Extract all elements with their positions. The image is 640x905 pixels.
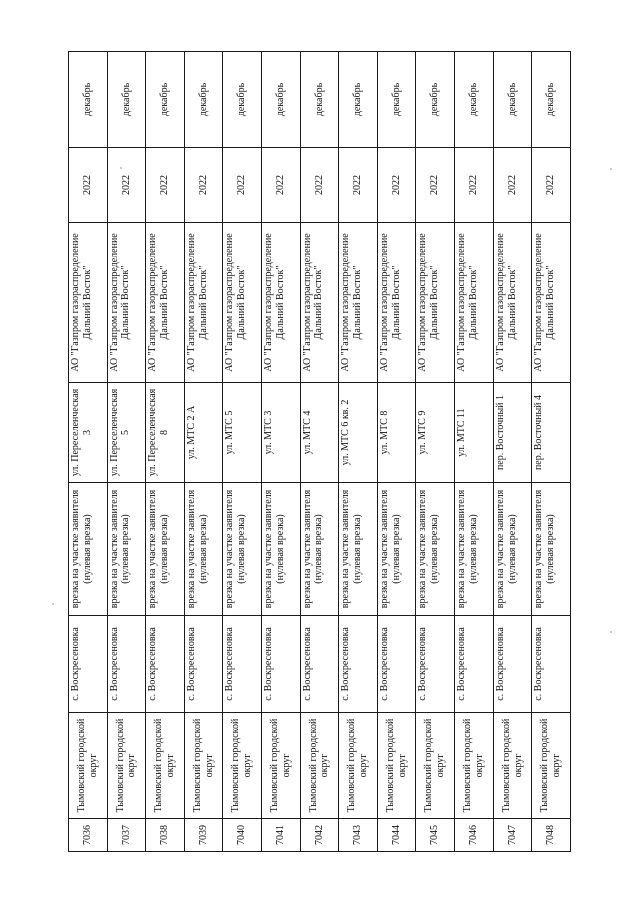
settlement-cell [69, 616, 108, 713]
year-cell-text: 2022 [545, 175, 557, 195]
organization-cell-text: Дальний Восток" [545, 265, 557, 340]
organization-cell [339, 223, 378, 383]
settlement-cell [300, 616, 339, 713]
year-cell [107, 148, 146, 223]
work-type-cell-text: (нулевая врезка) [197, 514, 209, 584]
year-cell-text: 2022 [313, 175, 325, 195]
address-cell [532, 383, 571, 483]
address-cell [493, 383, 532, 483]
district-cell-text: Тымовский городской округ [539, 718, 563, 813]
settlement-cell [377, 616, 416, 713]
address-cell [377, 383, 416, 483]
row-number-cell [416, 819, 455, 852]
organization-cell [146, 223, 185, 383]
settlement-cell-text: с. Воскресеновка [108, 627, 120, 701]
settlement-cell [223, 616, 262, 713]
work-type-cell [377, 483, 416, 616]
table-row [493, 52, 532, 852]
district-cell-text: Тымовский городской округ [423, 718, 447, 813]
work-type-cell [223, 483, 262, 616]
year-cell [223, 148, 262, 223]
work-type-cell-text: (нулевая врезка) [236, 514, 248, 584]
year-cell [493, 148, 532, 223]
year-cell [262, 148, 301, 223]
work-type-cell [493, 483, 532, 616]
row-number-cell-text: 7046 [468, 825, 479, 845]
year-cell-text: 2022 [468, 175, 479, 195]
district-cell-text: Тымовский городской округ [269, 718, 292, 813]
month-cell [532, 52, 571, 148]
work-type-cell-text: (нулевая врезка) [159, 514, 171, 584]
year-cell [69, 148, 108, 223]
work-type-cell-text: врезка на участке заявителя [70, 489, 81, 609]
organization-cell-text: Дальний Восток" [313, 265, 325, 340]
work-type-cell-text: врезка на участке заявителя [417, 489, 429, 609]
row-number-cell-text: 7040 [236, 825, 248, 845]
district-cell-text: Тымовский городской округ [500, 718, 524, 813]
work-type-cell-text: врезка на участке заявителя [301, 489, 313, 609]
district-cell-text: Тымовский городской округ [346, 718, 370, 813]
district-cell [262, 713, 301, 819]
table-row [532, 52, 571, 852]
month-cell [69, 52, 108, 148]
month-cell-text: декабрь [197, 82, 209, 117]
year-cell [416, 148, 455, 223]
district-cell-text: Тымовский городской округ [76, 718, 99, 813]
row-number-cell-text: 7042 [313, 825, 325, 845]
year-cell [455, 148, 494, 223]
month-cell-text: декабрь [81, 82, 93, 117]
work-type-cell-text: (нулевая врезка) [467, 514, 479, 584]
address-cell-text: ул. МТС 4 [301, 410, 313, 455]
organization-cell-text: Дальний Восток" [390, 265, 402, 340]
month-cell [300, 52, 339, 148]
work-type-cell-text: (нулевая врезка) [352, 514, 364, 584]
work-type-cell-text: врезка на участке заявителя [224, 489, 236, 609]
organization-cell-text: АО "Газпром газораспределение [533, 233, 545, 372]
organization-cell [455, 223, 494, 383]
organization-cell [416, 223, 455, 383]
settlement-cell-text: с. Воскресеновка [494, 627, 506, 701]
district-cell-text: Тымовский городской округ [307, 718, 331, 813]
organization-cell-text: Дальний Восток" [120, 265, 132, 340]
settlement-cell-text: с. Воскресеновка [417, 627, 429, 701]
month-cell [184, 52, 223, 148]
organization-cell [532, 223, 571, 383]
district-cell [377, 713, 416, 819]
district-cell [146, 713, 185, 819]
settlement-cell [416, 616, 455, 713]
work-type-cell-text: врезка на участке заявителя [147, 489, 159, 609]
district-cell [184, 713, 223, 819]
month-cell-text: декабрь [274, 82, 286, 117]
district-cell-text: Тымовский городской округ [462, 718, 485, 813]
month-cell-text: декабрь [313, 82, 325, 117]
address-cell [416, 383, 455, 483]
work-type-cell-text: врезка на участке заявителя [378, 489, 390, 609]
settlement-cell-text: с. Воскресеновка [456, 627, 468, 701]
row-number-cell [377, 819, 416, 852]
organization-cell [223, 223, 262, 383]
work-type-cell-text: (нулевая врезка) [120, 514, 132, 584]
district-cell [416, 713, 455, 819]
organization-cell [107, 223, 146, 383]
month-cell-text: декабрь [120, 82, 132, 117]
month-cell [493, 52, 532, 148]
settlement-cell [262, 616, 301, 713]
address-cell-text: ул. МТС 11 [456, 408, 468, 457]
address-cell-text: пер. Восточный 4 [533, 394, 545, 471]
month-cell-text: декабрь [390, 82, 402, 117]
table-body [69, 52, 571, 852]
year-cell-text: 2022 [390, 175, 402, 195]
work-type-cell-text: (нулевая врезка) [429, 514, 441, 584]
district-cell [493, 713, 532, 819]
rotated-table-wrapper [68, 52, 571, 852]
organization-cell-text: АО "Газпром газораспределение [263, 233, 275, 372]
work-type-cell-text: врезка на участке заявителя [185, 489, 197, 609]
organization-cell-text: АО "Газпром газораспределение [70, 233, 81, 372]
table-row [300, 52, 339, 852]
work-type-cell [146, 483, 185, 616]
district-cell-text: Тымовский городской округ [153, 718, 177, 813]
district-cell [455, 713, 494, 819]
district-cell [107, 713, 146, 819]
row-number-cell [300, 819, 339, 852]
work-type-cell [107, 483, 146, 616]
gasification-table [68, 51, 571, 852]
address-cell-text: ул. МТС 6 кв. 2 [340, 399, 352, 466]
organization-cell-text: Дальний Восток" [429, 265, 441, 340]
year-cell [532, 148, 571, 223]
district-cell-text: Тымовский городской округ [114, 718, 138, 813]
organization-cell-text: АО "Газпром газораспределение [456, 233, 468, 372]
work-type-cell-text: (нулевая врезка) [545, 514, 557, 584]
organization-cell-text: Дальний Восток" [274, 265, 286, 340]
year-cell [339, 148, 378, 223]
month-cell [107, 52, 146, 148]
work-type-cell-text: врезка на участке заявителя [494, 489, 506, 609]
organization-cell-text: АО "Газпром газораспределение [108, 233, 120, 372]
work-type-cell [300, 483, 339, 616]
settlement-cell-text: с. Воскресеновка [378, 627, 390, 701]
settlement-cell-text: с. Воскресеновка [263, 627, 275, 701]
row-number-cell-text: 7038 [159, 825, 171, 845]
month-cell-text: декабрь [468, 82, 479, 117]
address-cell [455, 383, 494, 483]
work-type-cell-text: врезка на участке заявителя [108, 489, 120, 609]
table-row [262, 52, 301, 852]
row-number-cell-text: 7041 [274, 825, 286, 845]
address-cell [300, 383, 339, 483]
table-row [416, 52, 455, 852]
month-cell [339, 52, 378, 148]
settlement-cell-text: с. Воскресеновка [185, 627, 197, 701]
table-row [146, 52, 185, 852]
year-cell [377, 148, 416, 223]
row-number-cell [69, 819, 108, 852]
address-cell [146, 383, 185, 483]
row-number-cell [493, 819, 532, 852]
month-cell [146, 52, 185, 148]
organization-cell-text: АО "Газпром газораспределение [224, 233, 236, 372]
address-cell [69, 383, 108, 483]
address-cell-text: ул. МТС 3 [263, 410, 275, 455]
settlement-cell [532, 616, 571, 713]
year-cell-text: 2022 [506, 175, 518, 195]
work-type-cell-text: врезка на участке заявителя [340, 489, 352, 609]
settlement-cell-text: с. Воскресеновка [533, 627, 545, 701]
year-cell-text: 2022 [429, 175, 441, 195]
row-number-cell-text: 7045 [429, 825, 441, 845]
organization-cell [262, 223, 301, 383]
table-row [339, 52, 378, 852]
address-cell-text: пер. Восточный 1 [494, 394, 506, 471]
settlement-cell-text: с. Воскресеновка [224, 627, 236, 701]
settlement-cell [339, 616, 378, 713]
table-row [223, 52, 262, 852]
row-number-cell [262, 819, 301, 852]
row-number-cell [146, 819, 185, 852]
district-cell [300, 713, 339, 819]
work-type-cell-text: (нулевая врезка) [390, 514, 402, 584]
organization-cell-text: Дальний Восток" [197, 265, 209, 340]
district-cell-text: Тымовский городской округ [191, 718, 215, 813]
organization-cell [493, 223, 532, 383]
organization-cell [300, 223, 339, 383]
year-cell-text: 2022 [81, 175, 93, 195]
table-row [455, 52, 494, 852]
settlement-cell-text: с. Воскресеновка [301, 627, 313, 701]
district-cell [339, 713, 378, 819]
organization-cell-text: АО "Газпром газораспределение [494, 233, 506, 372]
row-number-cell-text: 7039 [197, 825, 209, 845]
address-cell-text: ул. МТС 2 А [185, 405, 197, 460]
month-cell-text: декабрь [506, 82, 518, 117]
work-type-cell-text: (нулевая врезка) [506, 514, 518, 584]
month-cell [455, 52, 494, 148]
table-row [184, 52, 223, 852]
year-cell-text: 2022 [274, 175, 286, 195]
address-cell-text: ул. Переселенческая 8 [147, 388, 171, 477]
organization-cell-text: АО "Газпром газораспределение [147, 233, 159, 372]
work-type-cell [455, 483, 494, 616]
settlement-cell [493, 616, 532, 713]
month-cell-text: декабрь [352, 82, 364, 117]
row-number-cell-text: 7043 [352, 825, 364, 845]
row-number-cell [455, 819, 494, 852]
organization-cell [377, 223, 416, 383]
address-cell [107, 383, 146, 483]
year-cell-text: 2022 [120, 175, 132, 195]
organization-cell [69, 223, 108, 383]
row-number-cell-text: 7048 [545, 825, 557, 845]
row-number-cell [184, 819, 223, 852]
month-cell [416, 52, 455, 148]
settlement-cell-text: с. Воскресеновка [70, 627, 81, 701]
address-cell-text: ул. МТС 8 [378, 410, 390, 455]
work-type-cell-text: (нулевая врезка) [81, 514, 93, 584]
year-cell [184, 148, 223, 223]
district-cell [69, 713, 108, 819]
work-type-cell [532, 483, 571, 616]
work-type-cell-text: (нулевая врезка) [274, 514, 286, 584]
district-cell [223, 713, 262, 819]
address-cell [184, 383, 223, 483]
row-number-cell-text: 7047 [506, 825, 518, 845]
settlement-cell [184, 616, 223, 713]
table-row [107, 52, 146, 852]
address-cell [223, 383, 262, 483]
table-row [69, 52, 108, 852]
month-cell-text: декабрь [236, 82, 248, 117]
organization-cell-text: АО "Газпром газораспределение [301, 233, 313, 372]
year-cell-text: 2022 [197, 175, 209, 195]
organization-cell-text: АО "Газпром газораспределение [185, 233, 197, 372]
district-cell-text: Тымовский городской округ [384, 718, 408, 813]
organization-cell-text: Дальний Восток" [81, 265, 93, 340]
work-type-cell [339, 483, 378, 616]
year-cell [146, 148, 185, 223]
settlement-cell [146, 616, 185, 713]
settlement-cell-text: с. Воскресеновка [147, 627, 159, 701]
organization-cell-text: Дальний Восток" [467, 265, 479, 340]
row-number-cell-text: 7044 [390, 825, 402, 845]
month-cell-text: декабрь [159, 82, 171, 117]
organization-cell-text: АО "Газпром газораспределение [378, 233, 390, 372]
work-type-cell-text: (нулевая врезка) [313, 514, 325, 584]
organization-cell-text: АО "Газпром газораспределение [417, 233, 429, 372]
work-type-cell [184, 483, 223, 616]
work-type-cell [416, 483, 455, 616]
row-number-cell-text: 7037 [120, 825, 132, 845]
address-cell-text: ул. Переселенческая 3 [70, 388, 93, 477]
organization-cell-text: Дальний Восток" [352, 265, 364, 340]
month-cell-text: декабрь [545, 82, 557, 117]
address-cell [339, 383, 378, 483]
work-type-cell-text: врезка на участке заявителя [263, 489, 275, 609]
settlement-cell [455, 616, 494, 713]
work-type-cell [69, 483, 108, 616]
work-type-cell-text: врезка на участке заявителя [456, 489, 468, 609]
address-cell [262, 383, 301, 483]
organization-cell [184, 223, 223, 383]
organization-cell-text: Дальний Восток" [506, 265, 518, 340]
organization-cell-text: АО "Газпром газораспределение [340, 233, 352, 372]
table-row [377, 52, 416, 852]
year-cell-text: 2022 [352, 175, 364, 195]
address-cell-text: ул. Переселенческая 5 [108, 388, 132, 477]
month-cell-text: декабрь [429, 82, 441, 117]
row-number-cell [532, 819, 571, 852]
district-cell-text: Тымовский городской округ [230, 718, 254, 813]
year-cell-text: 2022 [236, 175, 248, 195]
settlement-cell-text: с. Воскресеновка [340, 627, 352, 701]
month-cell [223, 52, 262, 148]
row-number-cell [107, 819, 146, 852]
row-number-cell [223, 819, 262, 852]
work-type-cell-text: врезка на участке заявителя [533, 489, 545, 609]
month-cell [262, 52, 301, 148]
year-cell-text: 2022 [159, 175, 171, 195]
work-type-cell [262, 483, 301, 616]
organization-cell-text: Дальний Восток" [159, 265, 171, 340]
address-cell-text: ул. МТС 9 [417, 410, 429, 455]
row-number-cell-text: 7036 [81, 825, 93, 845]
row-number-cell [339, 819, 378, 852]
address-cell-text: ул. МТС 5 [224, 410, 236, 455]
district-cell [532, 713, 571, 819]
month-cell [377, 52, 416, 148]
year-cell [300, 148, 339, 223]
organization-cell-text: Дальний Восток" [236, 265, 248, 340]
settlement-cell [107, 616, 146, 713]
